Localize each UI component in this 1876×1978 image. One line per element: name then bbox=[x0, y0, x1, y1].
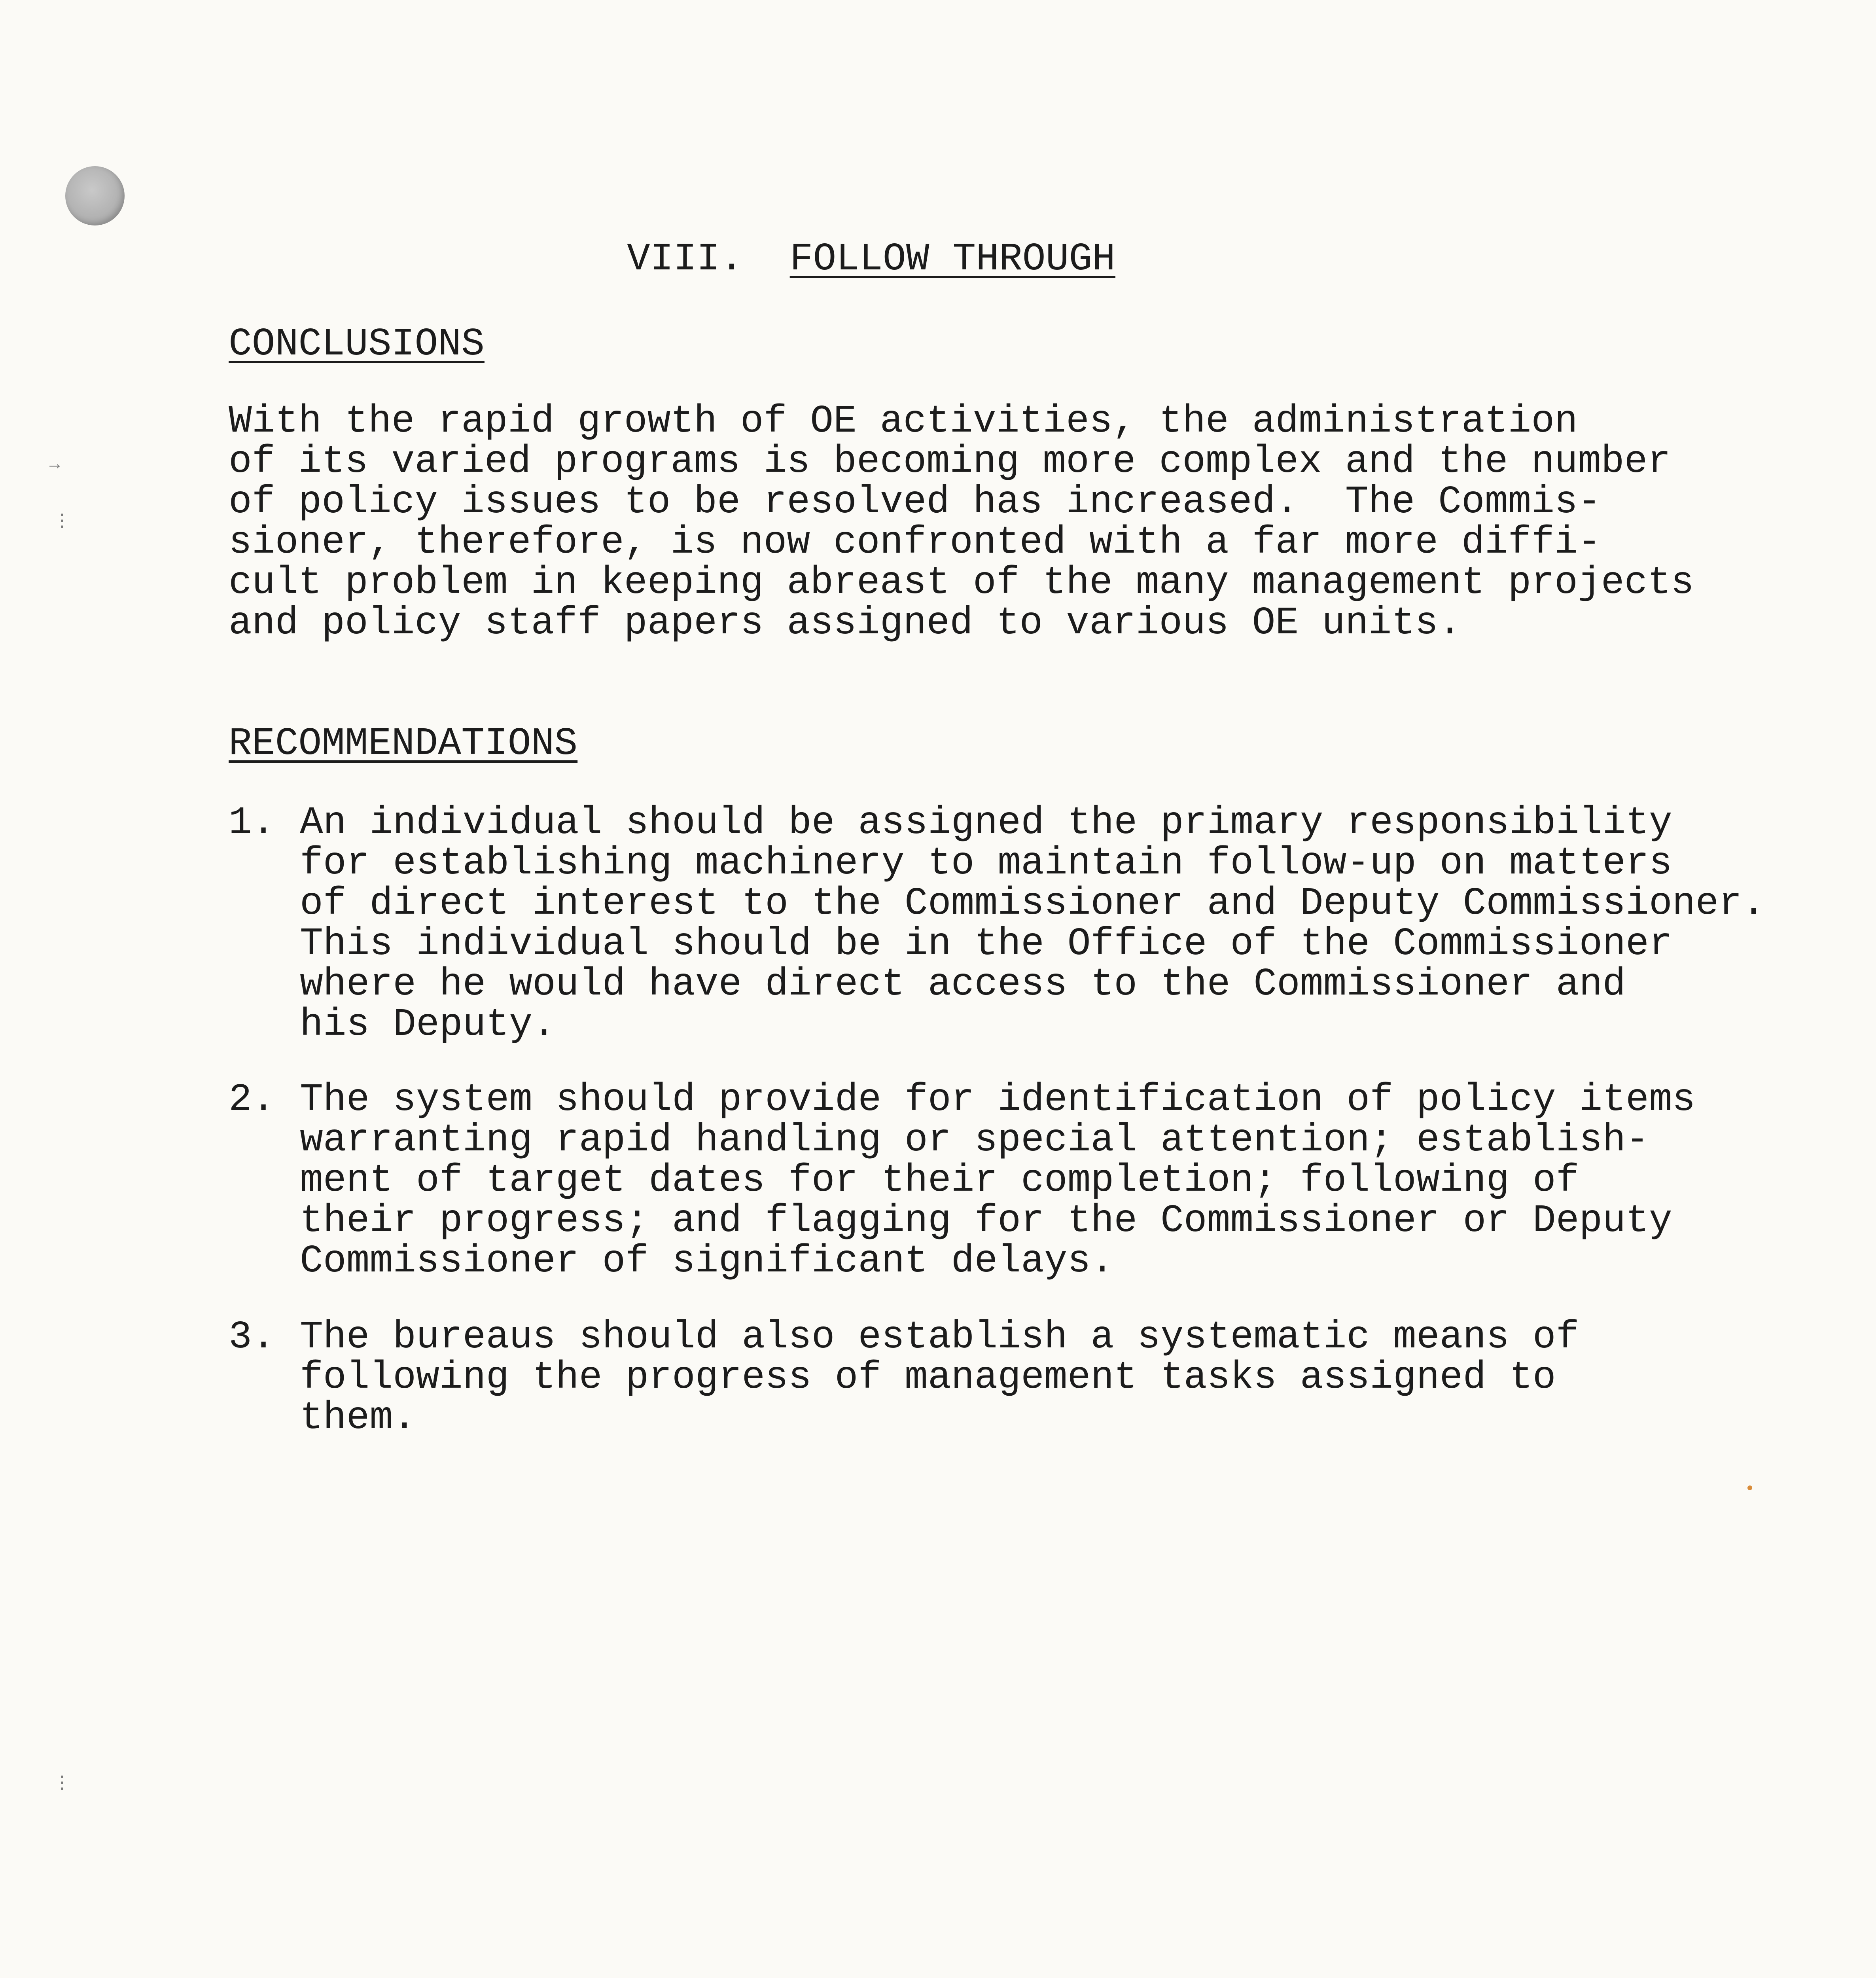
section-title-text: FOLLOW THROUGH bbox=[789, 237, 1116, 281]
paragraph-line: cult problem in keeping abreast of the many management projects bbox=[229, 561, 1694, 605]
conclusions-heading: CONCLUSIONS bbox=[229, 322, 485, 366]
recommendation-line: warranting rapid handling or special attention; establish- bbox=[300, 1118, 1649, 1162]
paragraph-line: With the rapid growth of OE activities, the administration bbox=[229, 400, 1578, 443]
paragraph-line: of policy issues to be resolved has increased. The Commis- bbox=[229, 480, 1601, 524]
margin-mark: ⋮ bbox=[53, 1774, 71, 1794]
margin-mark: → bbox=[49, 455, 60, 475]
recommendation-line: The system should provide for identification of policy items bbox=[300, 1078, 1696, 1122]
recommendation-line: This individual should be in the Office of the Commissioner bbox=[300, 922, 1672, 966]
recommendation-line: following the progress of management tasks assigned to bbox=[300, 1356, 1556, 1400]
section-title bbox=[627, 239, 1115, 280]
recommendation-number: 1. bbox=[229, 801, 275, 845]
margin-mark: ⋮ bbox=[53, 512, 71, 532]
conclusions-paragraph bbox=[229, 402, 1694, 644]
recommendation-line: The bureaus should also establish a systematic means of bbox=[300, 1315, 1579, 1359]
recommendation-line: them. bbox=[300, 1396, 416, 1440]
recommendation-number: 2. bbox=[229, 1078, 275, 1122]
recommendation-body bbox=[300, 803, 1765, 1045]
recommendations-heading: RECOMMENDATIONS bbox=[229, 722, 578, 766]
section-number: VIII. bbox=[627, 237, 744, 281]
recommendation-line: for establishing machinery to maintain follow-up on matters bbox=[300, 841, 1672, 885]
recommendation-line: Commissioner of significant delays. bbox=[300, 1239, 1114, 1283]
recommendation-body bbox=[300, 1080, 1696, 1282]
paragraph-line: sioner, therefore, is now confronted with a far more diffi- bbox=[229, 521, 1601, 565]
recommendation-line: of direct interest to the Commissioner and Deputy Commissioner. bbox=[300, 882, 1766, 926]
paragraph-line: and policy staff papers assigned to various OE units. bbox=[229, 601, 1461, 645]
recommendation-body bbox=[300, 1317, 1579, 1438]
paragraph-line: of its varied programs is becoming more complex and the number bbox=[229, 440, 1671, 484]
recommendation-line: ment of target dates for their completion; following of bbox=[300, 1159, 1579, 1203]
recommendation-line: their progress; and flagging for the Commissioner or Deputy bbox=[300, 1199, 1672, 1243]
recommendation-line: An individual should be assigned the primary responsibility bbox=[300, 801, 1672, 845]
recommendation-line: where he would have direct access to the Commissioner and bbox=[300, 962, 1626, 1006]
recommendation-line: his Deputy. bbox=[300, 1003, 556, 1047]
recommendation-number: 3. bbox=[229, 1315, 275, 1359]
